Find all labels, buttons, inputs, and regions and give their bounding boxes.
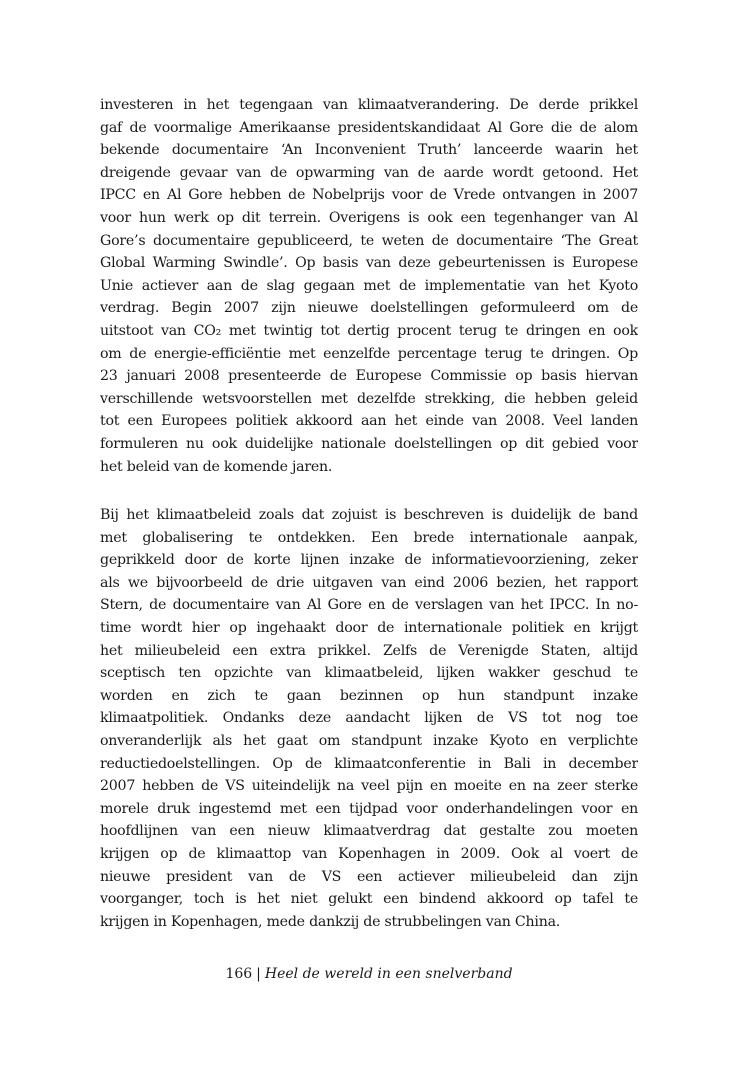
paragraph-2 <box>100 504 638 933</box>
text-line: het beleid van de komende jaren. <box>100 458 333 475</box>
page-number: 166 <box>225 966 253 982</box>
text-line: voor hun werk op dit terrein. Overigens is ook een tegenhanger van Al <box>100 209 638 226</box>
text-line: hoofdlijnen van een nieuw klimaatverdrag dat gestalte zou moeten <box>100 823 638 840</box>
text-line: investeren in het tegengaan van klimaatverandering. De derde prikkel <box>100 97 638 113</box>
text-line: 2007 hebben de VS uiteindelijk na veel pijn en moeite en na zeer sterke <box>100 778 638 795</box>
text-line: Global Warming Swindle’. Op basis van deze gebeurtenissen is Europese <box>100 255 638 272</box>
text-line: Unie actiever aan de slag gegaan met de implementatie van het Kyoto <box>100 277 638 294</box>
text-line: onveranderlijk als het gaat om standpunt inzake Kyoto en verplichte <box>100 732 638 749</box>
text-line: bekende documentaire ‘An Inconvenient Truth’ lanceerde waarin het <box>100 142 638 159</box>
text-line: krijgen op de klimaattop van Kopenhagen in 2009. Ook al voert de <box>100 845 638 862</box>
text-line: om de energie-efficiëntie met eenzelfde percentage terug te dringen. Op <box>100 345 638 362</box>
text-line: worden en zich te gaan bezinnen op hun standpunt inzake <box>100 687 638 704</box>
text-line: uitstoot van CO₂ met twintig tot dertig procent terug te dringen en ook <box>100 322 638 339</box>
text-line: Bij het klimaatbeleid zoals dat zojuist is beschreven is duidelijk de band <box>100 507 638 523</box>
text-line: 23 januari 2008 presenteerde de Europese Commissie op basis hiervan <box>100 368 638 385</box>
text-line: klimaatpolitiek. Ondanks deze aandacht lijken de VS tot nog toe <box>100 710 638 727</box>
page-footer <box>0 966 738 982</box>
text-line: verdrag. Begin 2007 zijn nieuwe doelstellingen geformuleerd om de <box>100 300 638 317</box>
paragraph-1 <box>100 94 638 478</box>
text-line: geprikkeld door de korte lijnen inzake de informatievoorziening, zeker <box>100 552 638 569</box>
text-line: met globalisering te ontdekken. Een brede internationale aanpak, <box>100 529 638 546</box>
footer-separator: | <box>256 966 261 982</box>
text-line: sceptisch ten opzichte van klimaatbeleid, lijken wakker geschud te <box>100 665 638 682</box>
text-line: voorganger, toch is het niet gelukt een bindend akkoord op tafel te <box>100 891 638 908</box>
text-line: morele druk ingestemd met een tijdpad voor onderhandelingen voor en <box>100 800 638 817</box>
text-line: Stern, de documentaire van Al Gore en de verslagen van het IPCC. In no- <box>100 597 638 614</box>
text-line: verschillende wetsvoorstellen met dezelfde strekking, die hebben geleid <box>100 390 638 407</box>
text-line: gaf de voormalige Amerikaanse presidentskandidaat Al Gore die de alom <box>100 119 638 136</box>
text-line: krijgen in Kopenhagen, mede dankzij de strubbelingen van China. <box>100 913 561 930</box>
text-line: time wordt hier op ingehaakt door de internationale politiek en krijgt <box>100 619 638 636</box>
text-line: IPCC en Al Gore hebben de Nobelprijs voor de Vrede ontvangen in 2007 <box>100 187 638 204</box>
book-title: Heel de wereld in een snelverband <box>264 966 513 982</box>
text-line: als we bijvoorbeeld de drie uitgaven van eind 2006 bezien, het rapport <box>100 574 638 591</box>
text-line: tot een Europees politiek akkoord aan het einde van 2008. Veel landen <box>100 413 638 430</box>
text-line: het milieubeleid een extra prikkel. Zelfs de Verenigde Staten, altijd <box>100 642 638 659</box>
text-line: Gore’s documentaire gepubliceerd, te weten de documentaire ‘The Great <box>100 232 638 249</box>
text-line: nieuwe president van de VS een actiever milieubeleid dan zijn <box>100 868 638 885</box>
text-line: dreigende gevaar van de opwarming van de aarde wordt getoond. Het <box>100 164 638 181</box>
text-line: reductiedoelstellingen. Op de klimaatconferentie in Bali in december <box>100 755 638 772</box>
text-line: formuleren nu ook duidelijke nationale doelstellingen op dit gebied voor <box>100 435 638 452</box>
